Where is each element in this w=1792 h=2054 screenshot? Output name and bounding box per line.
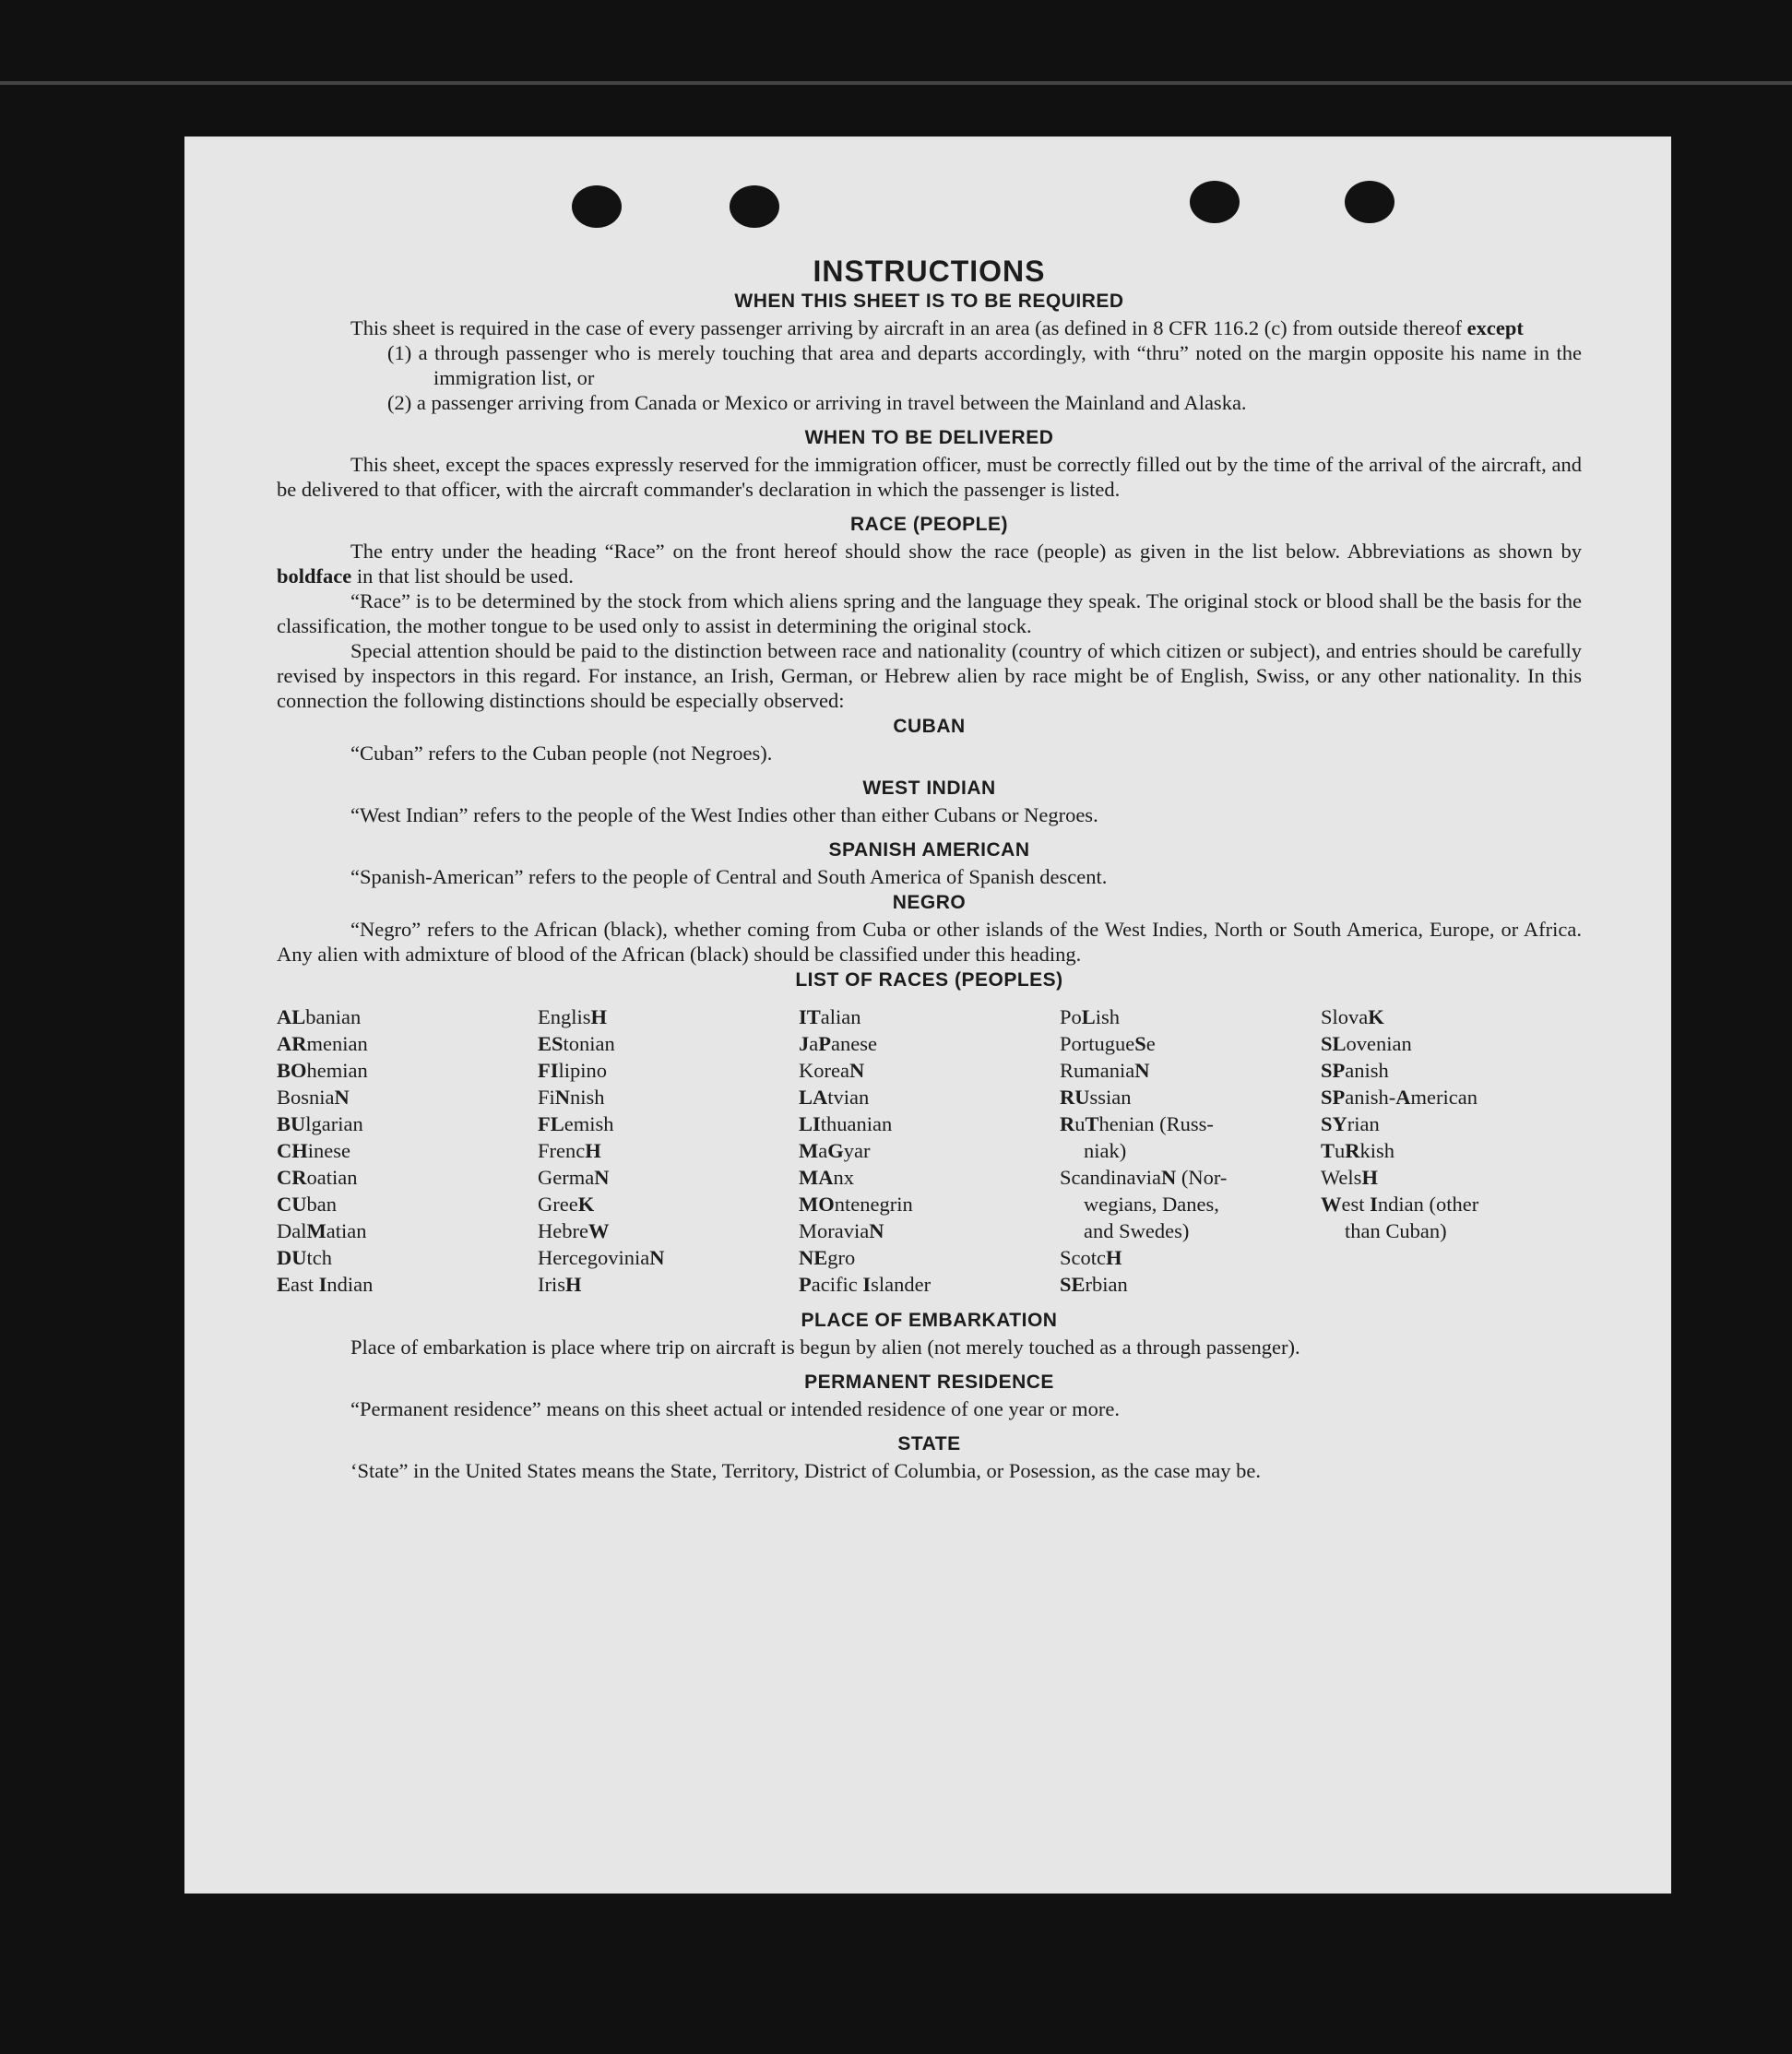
race-entry: SLovenian — [1321, 1032, 1412, 1055]
race-entry: CRoatian — [277, 1166, 358, 1189]
heading-west-indian: WEST INDIAN — [862, 778, 996, 799]
required-intro: This sheet is required in the case of every passenger arriving by aircraft in an area (as defined in 8 CFR 116.2 (c) from outside thereof except — [350, 316, 1524, 339]
scan-border-line — [0, 81, 1792, 85]
race-entry: RuThenian (Russ- — [1060, 1112, 1214, 1135]
race-entry: West Indian (other — [1321, 1193, 1479, 1216]
race-entry: LAtvian — [799, 1086, 870, 1109]
race-entry: TuRkish — [1321, 1139, 1395, 1162]
race-entry: JaPanese — [799, 1032, 877, 1055]
race-entry: FrencH — [538, 1139, 601, 1162]
race-entry: EStonian — [538, 1032, 615, 1055]
race-entry: MaGyar — [799, 1139, 871, 1162]
race-entry: niak) — [1084, 1139, 1127, 1162]
residence-text: “Permanent residence” means on this sheet actual or intended residence of one year or more. — [350, 1397, 1121, 1420]
heading-place-of-embarkation: PLACE OF EMBARKATION — [801, 1310, 1058, 1331]
delivered-text: This sheet, except the spaces expressly reserved for the immigration officer, must be correctly filled out by the time of the arrival of the aircraft, and be delivered to that officer, with the aircraft commander's declaration in which the passenger is listed. — [277, 453, 1582, 501]
race-entry: than Cuban) — [1345, 1219, 1447, 1242]
cuban-text: “Cuban” refers to the Cuban people (not Negroes). — [350, 742, 773, 765]
race-entry: RUssian — [1060, 1086, 1132, 1109]
race-entry: RumaniaN — [1060, 1059, 1150, 1082]
race-entry: WelsH — [1321, 1166, 1378, 1189]
heading-permanent-residence: PERMANENT RESIDENCE — [804, 1371, 1054, 1393]
race-entry: Pacific Islander — [799, 1273, 932, 1296]
section-heading-required: WHEN THIS SHEET IS TO BE REQUIRED — [734, 291, 1124, 312]
heading-list-of-races: LIST OF RACES (PEOPLES) — [795, 969, 1063, 991]
punch-hole — [1190, 181, 1240, 223]
race-entry: SPanish — [1321, 1059, 1389, 1082]
race-entry: HercegoviniaN — [538, 1246, 665, 1269]
race-entry: ITalian — [799, 1005, 861, 1028]
race-entry: SPanish-American — [1321, 1086, 1478, 1109]
race-entry: EnglisH — [538, 1005, 608, 1028]
race-entry: ScandinaviaN (Nor- — [1060, 1166, 1228, 1189]
race-paragraph-1: The entry under the heading “Race” on the front hereof should show the race (people) as given in the list below. Abbreviations as shown by boldface in that list should be used. — [277, 540, 1582, 588]
punch-hole — [572, 185, 622, 228]
heading-cuban: CUBAN — [893, 716, 966, 737]
section-heading-delivered: WHEN TO BE DELIVERED — [804, 427, 1054, 448]
instructions-content — [277, 255, 1582, 1483]
spanish-american-text: “Spanish-American” refers to the people of Central and South America of Spanish descent. — [350, 865, 1108, 888]
race-column — [538, 1003, 799, 1298]
heading-negro: NEGRO — [892, 892, 967, 913]
race-entry: GermaN — [538, 1166, 610, 1189]
race-entry: PortugueSe — [1060, 1032, 1156, 1055]
race-entry: FLemish — [538, 1112, 614, 1135]
race-entry: HebreW — [538, 1219, 610, 1242]
race-entry: SErbian — [1060, 1273, 1128, 1296]
race-entry: and Swedes) — [1084, 1219, 1190, 1242]
race-column — [277, 1003, 538, 1298]
race-entry: DUtch — [277, 1246, 332, 1269]
race-entry: CHinese — [277, 1139, 350, 1162]
race-entry: ALbanian — [277, 1005, 362, 1028]
negro-text: “Negro” refers to the African (black), whether coming from Cuba or other islands of the West Indies, North or South America, Europe, or Africa. Any alien with admixture of blood of the African (black) should be classified under this heading. — [277, 918, 1582, 966]
race-entry: MOntenegrin — [799, 1193, 913, 1216]
document-sheet — [184, 137, 1671, 1894]
race-entry: DalMatian — [277, 1219, 367, 1242]
race-paragraph-3: Special attention should be paid to the distinction between race and nationality (country of which citizen or subject), and entries should be carefully revised by inspectors in this regard. For instance, an Irish, German, or Hebrew alien by race might be of English, Swiss, or any other nationality. In this connection the following distinctions should be especially observed: — [277, 639, 1582, 712]
race-entry: ScotcH — [1060, 1246, 1122, 1269]
exception-item-1: (1) a through passenger who is merely touching that area and departs accordingly, with “thru” noted on the margin opposite his name in the immigration list, or — [387, 341, 1582, 389]
race-entry: IrisH — [538, 1273, 582, 1296]
race-entry: MoraviaN — [799, 1219, 884, 1242]
section-heading-race: RACE (PEOPLE) — [849, 514, 1008, 535]
race-column — [799, 1003, 1060, 1298]
race-entry: CUban — [277, 1193, 337, 1216]
race-entry: NEgro — [799, 1246, 856, 1269]
state-text: ‘State” in the United States means the State, Territory, District of Columbia, or Posession, as the case may be. — [350, 1459, 1261, 1482]
race-entry: ARmenian — [277, 1032, 368, 1055]
west-indian-text: “West Indian” refers to the people of the West Indies other than either Cubans or Negroes. — [350, 803, 1098, 826]
race-paragraph-2: “Race” is to be determined by the stock from which aliens spring and the language they speak. The original stock or blood shall be the basis for the classification, the mother tongue to be used only to assist in determining the original stock. — [277, 589, 1582, 637]
race-entry: PoLish — [1060, 1005, 1121, 1028]
race-entry: BosniaN — [277, 1086, 350, 1109]
race-entry: SlovaK — [1321, 1005, 1384, 1028]
punch-hole — [730, 185, 779, 228]
race-entry: East Indian — [277, 1273, 374, 1296]
punch-hole — [1345, 181, 1394, 223]
race-entry: MAnx — [799, 1166, 854, 1189]
race-entry: wegians, Danes, — [1084, 1193, 1219, 1216]
race-entry: LIthuanian — [799, 1112, 893, 1135]
place-text: Place of embarkation is place where trip on aircraft is begun by alien (not merely touched as a through passenger). — [350, 1336, 1300, 1359]
race-entry: GreeK — [538, 1193, 595, 1216]
race-entry: SYrian — [1321, 1112, 1380, 1135]
page-title: INSTRUCTIONS — [813, 255, 1046, 288]
heading-spanish-american: SPANISH AMERICAN — [828, 839, 1030, 861]
race-column — [1321, 1003, 1582, 1298]
race-entry: KoreaN — [799, 1059, 865, 1082]
race-column — [1060, 1003, 1321, 1298]
race-entry: FiNnish — [538, 1086, 605, 1109]
races-list — [277, 1003, 1582, 1298]
exception-item-2: (2) a passenger arriving from Canada or Mexico or arriving in travel between the Mainland and Alaska. — [387, 391, 1247, 414]
heading-state: STATE — [897, 1433, 961, 1454]
race-entry: BUlgarian — [277, 1112, 363, 1135]
race-entry: BOhemian — [277, 1059, 368, 1082]
race-entry: FIlipino — [538, 1059, 608, 1082]
